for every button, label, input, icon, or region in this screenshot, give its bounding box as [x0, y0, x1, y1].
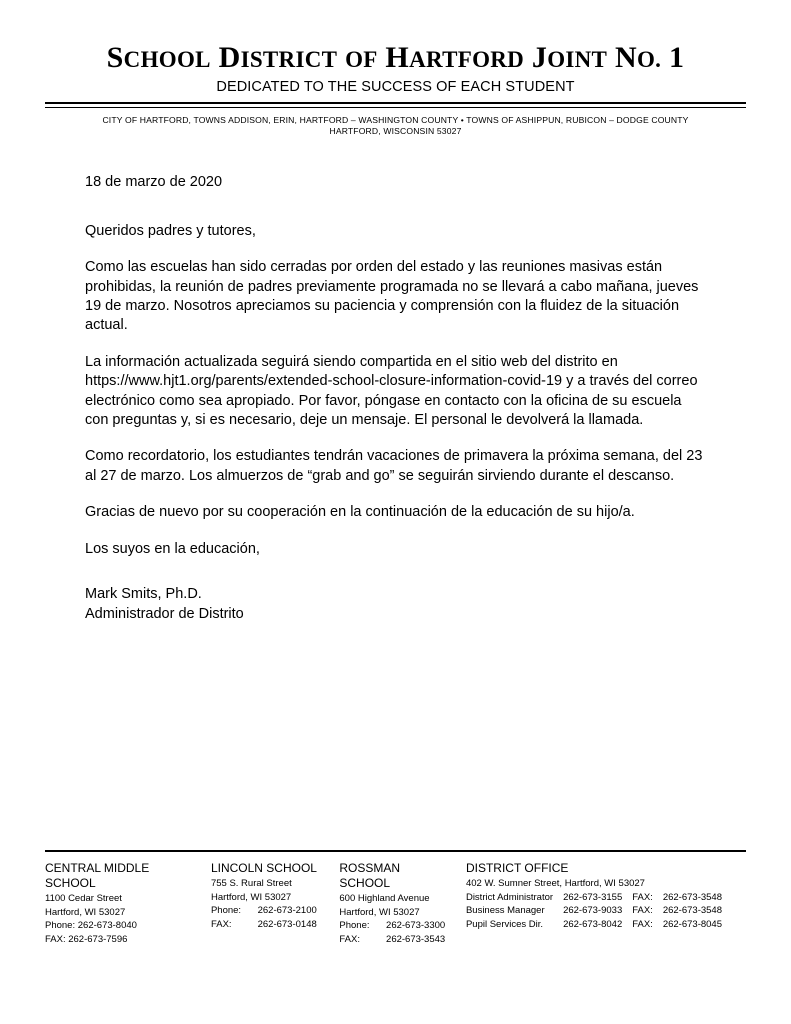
contact-role: District Administrator: [465, 891, 554, 903]
school-city: Hartford, WI 53027: [45, 906, 126, 918]
school-phone-row: [211, 904, 325, 917]
district-office-contacts: [466, 891, 732, 931]
header-divider: [45, 102, 746, 108]
footer-columns: [45, 861, 746, 946]
signer-name: Mark Smits, Ph.D.: [85, 586, 202, 603]
signer-title: Administrador de Distrito: [85, 605, 244, 622]
fax-label: FAX:: [45, 933, 66, 945]
school-city: Hartford, WI 53027: [210, 891, 292, 903]
district-address-line-1: CITY OF HARTFORD, TOWNS ADDISON, ERIN, HARTFORD – WASHINGTON COUNTY • TOWNS OF ASHIPPUN, RUBICON – DODGE COUNTY: [102, 114, 689, 125]
footer-divider: [45, 850, 746, 852]
contact-fax: 262-673-3548: [662, 905, 722, 917]
contact-phone: 262-673-3155: [563, 891, 623, 903]
fax-label: FAX:: [339, 933, 360, 945]
letter-paragraph-2: La información actualizada seguirá siendo compartida en el sitio web del distrito en https://www.hjt1.org/parents/extended-school-closure-information-covid-19 y a través del correo electrónico como sea apropiado. Por favor, póngase en contacto con la oficina de su escuela con preguntas y, si es necesario, deje un mensaje. El personal le devolverá la llamada.: [85, 353, 698, 429]
letter-closing: Los suyos en la educación,: [85, 540, 260, 557]
contact-fax-label: FAX:: [632, 918, 653, 930]
table-row: [466, 918, 732, 931]
contact-role: Business Manager: [465, 905, 545, 917]
footer-school-rossman: [339, 861, 466, 946]
phone-label: Phone:: [339, 920, 370, 932]
footer-school-central-middle: [45, 861, 211, 946]
table-row: [466, 904, 732, 917]
footer-school-lincoln: [211, 861, 339, 931]
page-footer: [45, 850, 746, 946]
phone-label: Phone:: [45, 920, 76, 932]
school-address: 1100 Cedar Street: [45, 893, 122, 905]
letter-paragraph-1: Como las escuelas han sido cerradas por orden del estado y las reuniones masivas están prohibidas, la reunión de padres previamente programada no se llevará a cabo mañana, jueves 19 de marzo. Nosotros apreciamos su paciencia y comprensión con la fluidez de la situación actual.: [85, 259, 699, 334]
school-name: LINCOLN SCHOOL: [210, 861, 317, 876]
district-office-name: DISTRICT OFFICE: [465, 861, 569, 876]
fax-value: 262-673-0148: [257, 918, 317, 930]
contact-phone: 262-673-9033: [563, 905, 623, 917]
school-city: Hartford, WI 53027: [339, 906, 420, 918]
school-name: ROSSMAN SCHOOL: [339, 861, 401, 891]
letter-paragraph-4: Gracias de nuevo por su cooperación en la continuación de la educación de su hijo/a.: [85, 504, 635, 521]
phone-value: 262-673-8040: [77, 920, 137, 932]
contact-role: Pupil Services Dir.: [465, 918, 544, 930]
school-phone-row: [339, 919, 452, 932]
phone-value: 262-673-3300: [386, 920, 446, 932]
contact-phone: 262-673-8042: [563, 918, 623, 930]
phone-label: Phone:: [210, 905, 242, 917]
school-address: 755 S. Rural Street: [210, 878, 292, 890]
school-fax-row: [45, 933, 197, 946]
district-address-line-2: HARTFORD, WISCONSIN 53027: [329, 126, 462, 137]
district-office-address: 402 W. Sumner Street, Hartford, WI 53027: [465, 878, 645, 890]
signature-block: [85, 585, 706, 624]
footer-district-office: [466, 861, 746, 931]
letter-date: 18 de marzo de 2020: [85, 173, 223, 190]
contact-fax-label: FAX:: [632, 891, 653, 903]
contact-fax: 262-673-3548: [662, 891, 722, 903]
letter-paragraph-3: Como recordatorio, los estudiantes tendrán vacaciones de primavera la próxima semana, del 23 al 27 de marzo. Los almuerzos de “grab and go” se seguirán sirviendo durante el descanso.: [85, 448, 703, 484]
fax-label: FAX:: [210, 918, 232, 930]
fax-value: 262-673-7596: [68, 933, 128, 945]
district-tagline: DEDICATED TO THE SUCCESS OF EACH STUDENT: [216, 78, 575, 95]
contact-fax: 262-673-8045: [662, 918, 722, 930]
school-address: 600 Highland Avenue: [339, 893, 430, 905]
fax-value: 262-673-3543: [386, 933, 446, 945]
letter-salutation: Queridos padres y tutores,: [85, 222, 256, 239]
district-title: SCHOOL DISTRICT OF HARTFORD JOINT NO. 1: [106, 41, 685, 74]
school-fax-row: [211, 918, 325, 931]
table-row: [466, 891, 732, 904]
letterhead: [45, 0, 746, 138]
school-fax-row: [339, 933, 452, 946]
school-phone-row: [45, 919, 197, 932]
phone-value: 262-673-2100: [257, 905, 317, 917]
letter-body: [45, 174, 746, 624]
contact-fax-label: FAX:: [632, 905, 653, 917]
school-name: CENTRAL MIDDLE SCHOOL: [45, 861, 150, 891]
